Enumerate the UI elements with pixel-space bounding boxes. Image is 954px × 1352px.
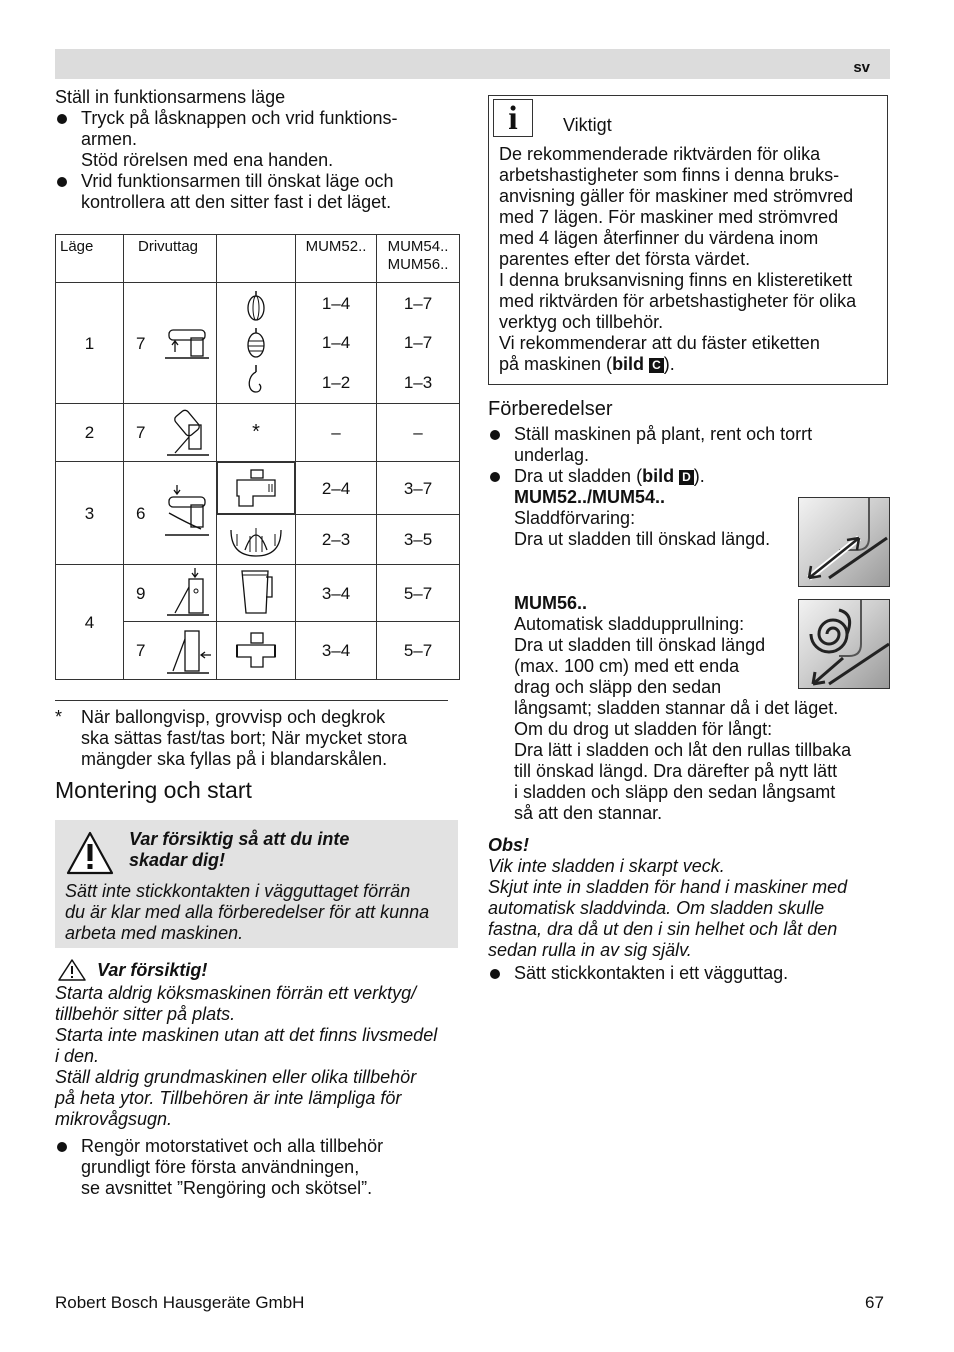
mum54-cell: – xyxy=(377,404,460,462)
footer-company: Robert Bosch Hausgeräte GmbH xyxy=(55,1293,305,1312)
prep-title: Förberedelser xyxy=(488,398,613,420)
warning-box xyxy=(55,820,458,948)
drive-cell: 7 xyxy=(124,622,217,680)
tool-cell xyxy=(217,462,295,514)
position-cell: 2 xyxy=(56,404,124,462)
header-bar xyxy=(55,49,890,79)
language-code: sv xyxy=(853,59,870,76)
mixer-drive-top-icon xyxy=(161,483,213,543)
header-mum54-56: MUM54.. MUM56.. xyxy=(377,235,460,283)
tool-cell xyxy=(217,515,296,565)
figure-c-label: C xyxy=(649,358,664,373)
caution-triangle-icon xyxy=(55,958,89,982)
montering-title: Montering och start xyxy=(55,777,252,803)
tool-cell xyxy=(217,565,296,622)
beater-icon xyxy=(245,327,267,359)
mum52-cell: 2–4 xyxy=(296,462,377,515)
header-tool xyxy=(217,235,296,283)
drive-cell: 7 xyxy=(124,404,217,462)
footnote: * När ballongvisp, grovvisp och degkrok ska sättas fast/tas bort; När mycket stora mängder ska fyllas på i blandarskålen. xyxy=(55,707,408,769)
citrus-press-icon xyxy=(227,520,285,560)
dough-hook-icon xyxy=(245,364,267,396)
tool-cell: * xyxy=(217,404,296,462)
table-row xyxy=(56,462,460,515)
spiral-arrow-icon xyxy=(799,600,891,690)
drive-cell: 9 xyxy=(124,565,217,622)
mixer-arm-tilted-icon xyxy=(161,407,213,459)
list-item: Tryck på låsknappen och vrid funktions- armen. Stöd rörelsen med ena handen. xyxy=(55,108,455,171)
mum52-cell: – xyxy=(296,404,377,462)
warning-text: Sätt inte stickkontakten i vägguttaget förrän du är klar med alla förberedelser för att kunna arbeta med maskinen. xyxy=(65,881,430,943)
table-row xyxy=(56,404,460,462)
info-title: Viktigt xyxy=(563,115,612,135)
whisk-icon xyxy=(245,290,267,322)
header-drive: Drivuttag xyxy=(124,235,217,283)
mixer-drive-front-icon xyxy=(161,567,213,619)
warning-title: Var försiktig så att du inte skadar dig! xyxy=(129,829,350,870)
functional-arm-section xyxy=(55,87,455,213)
speed-table xyxy=(55,234,460,680)
meat-grinder-icon xyxy=(231,631,281,671)
mum54-cell: 5–7 xyxy=(377,622,460,680)
position-cell: 4 xyxy=(56,565,124,680)
drive-cell: 7 xyxy=(124,283,217,404)
obs-section: Obs! Vik inte sladden i skarpt veck. Skjut inte in sladden för hand i maskiner med automatisk sladdvinda. Om sladden skulle fastna, dra då ut den i sin helhet och låt den sedan rulla in av sig själv. xyxy=(488,835,848,960)
mum54-cell: 3–7 xyxy=(377,462,460,515)
caution-title: Var försiktig! xyxy=(97,959,208,980)
header-mum52: MUM52.. xyxy=(296,235,377,283)
footnote-divider xyxy=(55,700,448,701)
list-item: Vrid funktionsarmen till önskat läge och kontrollera att den sitter fast i det läget. xyxy=(55,171,455,213)
mixer-arm-up-icon xyxy=(161,324,213,362)
info-text: De rekommenderade riktvärden för olika arbetshastigheter som finns i denna bruks- anvisning gäller för maskiner med strömvred med 7 lägen. För maskiner med strömvred med 4 lägen återfinner du värdena inom parentes efter det första värdet. I denna bruksanvisning finns en klisteretikett med riktvärden för arbetshastigheter för olika verktyg och tillbehör. Vi rekommenderar att du fäster etiketten på maskinen (bild C ). xyxy=(499,144,857,374)
position-cell: 3 xyxy=(56,462,124,565)
mum54-cell: 5–7 xyxy=(377,565,460,622)
blender-icon xyxy=(238,567,274,619)
list-item: Sätt stickkontakten i ett vägguttag. xyxy=(488,963,888,984)
list-item: Dra ut sladden (bild D ). xyxy=(488,466,888,487)
drive-cell: 6 xyxy=(124,462,217,565)
mum52-cell: 1–4 1–4 1–2 xyxy=(296,283,377,404)
shredder-icon xyxy=(231,468,281,508)
section-title: Ställ in funktionsarmens läge xyxy=(55,87,286,107)
tool-cell xyxy=(217,283,296,404)
list-item: Rengör motorstativet och alla tillbehör grundligt före första användningen, se avsnittet ”Rengöring och skötsel”. xyxy=(55,1136,460,1199)
mum52-54-block: MUM52../MUM54.. Sladdförvaring: Dra ut sladden till önskad längd. xyxy=(514,487,771,549)
mum52-cell: 3–4 xyxy=(296,622,377,680)
mum54-cell: 1–7 1–7 1–3 xyxy=(377,283,460,404)
header-position: Läge xyxy=(56,235,124,283)
tool-cell xyxy=(217,622,296,680)
table-row xyxy=(56,565,460,622)
cord-storage-illustration xyxy=(798,497,890,587)
double-arrow-icon xyxy=(799,498,891,588)
table-header-row xyxy=(56,235,460,283)
mum52-cell: 3–4 xyxy=(296,565,377,622)
caution-text: Starta aldrig köksmaskinen förrän ett verktyg/ tillbehör sitter på plats. Starta inte maskinen utan att det finns livsmedel i den. Ställ aldrig grundmaskinen eller olika tillbehör på heta ytor. Tillbehören är inte lämpliga för mikrovågsugn. xyxy=(55,983,438,1129)
mum54-cell: 3–5 xyxy=(377,515,460,565)
mixer-drive-back-icon xyxy=(161,625,213,677)
cord-rewind-illustration xyxy=(798,599,890,689)
warning-triangle-icon xyxy=(65,830,115,876)
table-row xyxy=(56,283,460,404)
mum52-cell: 2–3 xyxy=(296,515,377,565)
mum56-block: MUM56.. Automatisk sladdupprullning: Dra ut sladden till önskad längd (max. 100 cm) med ett enda drag och släpp den sedan långsamt; sladden stannar då i det läget. Om du drog ut sladden för långt: Dra lätt i sladden och låt den rullas tillbaka till önskad längd. Dra därefter på nytt lätt i sladden och släpp den sedan långsamt så att den stannar. xyxy=(514,593,852,823)
caution-section xyxy=(55,958,460,1199)
figure-d-label: D xyxy=(679,470,694,485)
page-number: 67 xyxy=(865,1293,884,1312)
position-cell: 1 xyxy=(56,283,124,404)
list-item: Ställ maskinen på plant, rent och torrt underlag. xyxy=(488,424,888,466)
info-icon: i xyxy=(493,99,533,137)
